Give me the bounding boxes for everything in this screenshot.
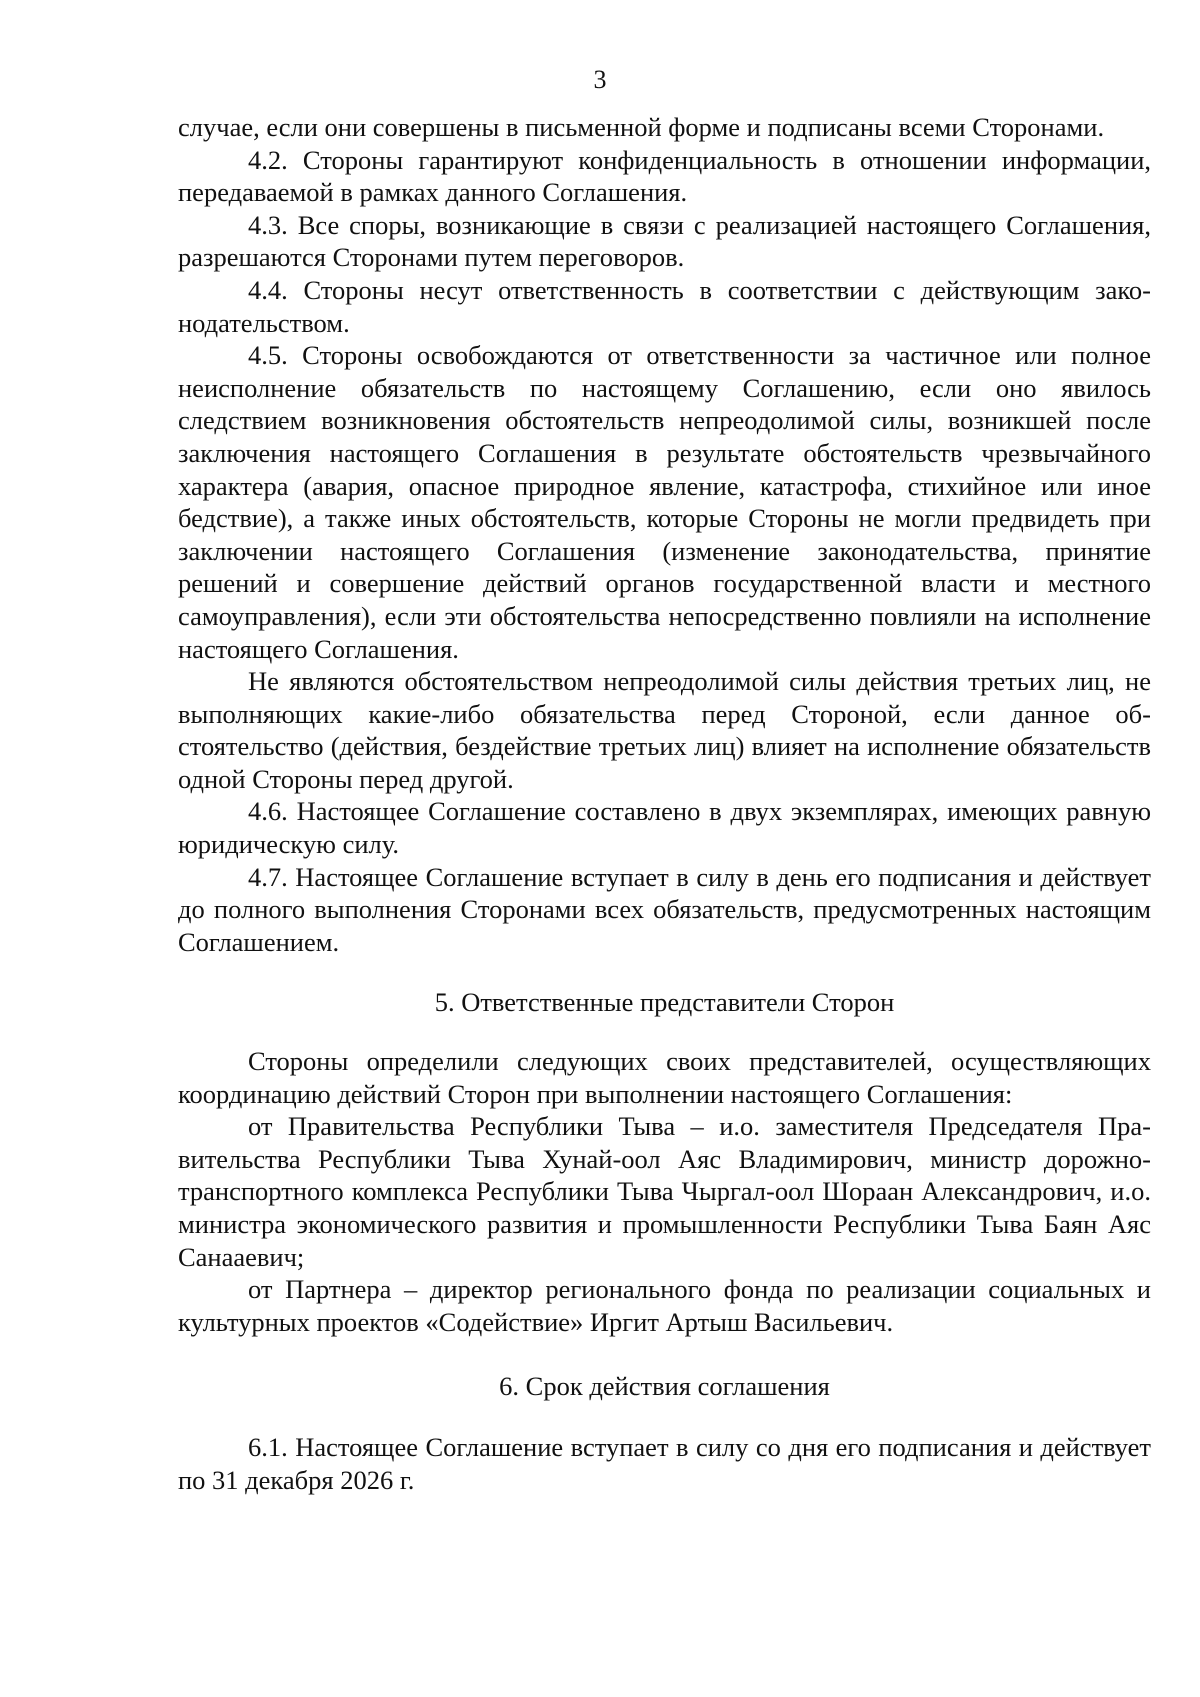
paragraph-continuation: случае, если они совершены в письменной форме и подписаны всеми Сторонами. <box>178 112 1105 142</box>
paragraph-4-7: 4.7. Настоящее Соглашение вступает в силу в день его подписания и действует до полного выполнения Сторонами всех обязательств, предусмотренных настоящим Соглашением. <box>178 861 1151 957</box>
paragraph-4-6: 4.6. Настоящее Соглашение составлено в двух экземплярах, имеющих равную юридическую силу. <box>178 796 1151 860</box>
paragraph-6-1: 6.1. Настоящее Соглашение вступает в силу со дня его подписания и действует по 31 декабря 2026 г. <box>178 1431 1151 1495</box>
section-5-heading: 5. Ответственные представители Сторон <box>434 987 895 1018</box>
page-number: 3 <box>593 65 607 94</box>
paragraph-representatives-intro: Стороны определили следующих своих представителей, осуществляющих координацию действий Сторон при выполнении настоящего Соглашения: <box>178 1046 1151 1109</box>
paragraph-4-5: 4.5. Стороны освобождаются от ответственности за частичное или полное неисполнение обязательств по настоящему Соглашению, если оно явилось следствием возникновения обстоятельств непреодолимой силы, возникшей после заключения настоящего Соглашения в результате обстоятельств чрезвычайного характера (авария, опасное природное явление, катастрофа, стихийное или иное бедствие), а также иных обстоятельств, которые Стороны не могли предвидеть при заключении настоящего Соглашения (изменение законодательства, принятие решений и совершение действий органов государственной власти и местного самоуправления), если эти обстоятельства непосредственно повлияли на исполнение настоящего Соглашения. <box>178 340 1151 664</box>
paragraph-government-representatives: от Правительства Республики Тыва – и.о. заместителя Председателя Правительства Республики Тыва Хунай-оол Аяс Владимирович, министр дорожно-транспортного комплекса Республики Тыва Чыргал-оол Шораан Александрович, и.о. министра экономического развития и промышленности Республики Тыва Баян Аяс Санааевич; <box>178 1111 1151 1272</box>
paragraph-4-3: 4.3. Все споры, возникающие в связи с реализацией настоящего Соглашения, разрешаются Сторонами путем переговоров. <box>178 209 1151 273</box>
paragraph-force-majeure-note: Не являются обстоятельством непреодолимой силы действия третьих лиц, не выполняющих какие-либо обязательства перед Стороной, если данное обстоятельство (действия, бездействие третьих лиц) влияет на исполнение обязательств одной Стороны перед другой. <box>178 666 1151 794</box>
document-body <box>178 111 1151 1496</box>
paragraph-4-2: 4.2. Стороны гарантируют конфиденциальность в отношении информации, передаваемой в рамках данного Соглашения. <box>178 144 1151 208</box>
section-6-heading: 6. Срок действия соглашения <box>499 1371 830 1402</box>
paragraph-4-4: 4.4. Стороны несут ответственность в соответствии с действующим законодательством. <box>178 274 1151 338</box>
paragraph-partner-representative: от Партнера – директор регионального фонда по реализации социальных и культурных проектов «Содействие» Иргит Артыш Васильевич. <box>178 1274 1151 1337</box>
